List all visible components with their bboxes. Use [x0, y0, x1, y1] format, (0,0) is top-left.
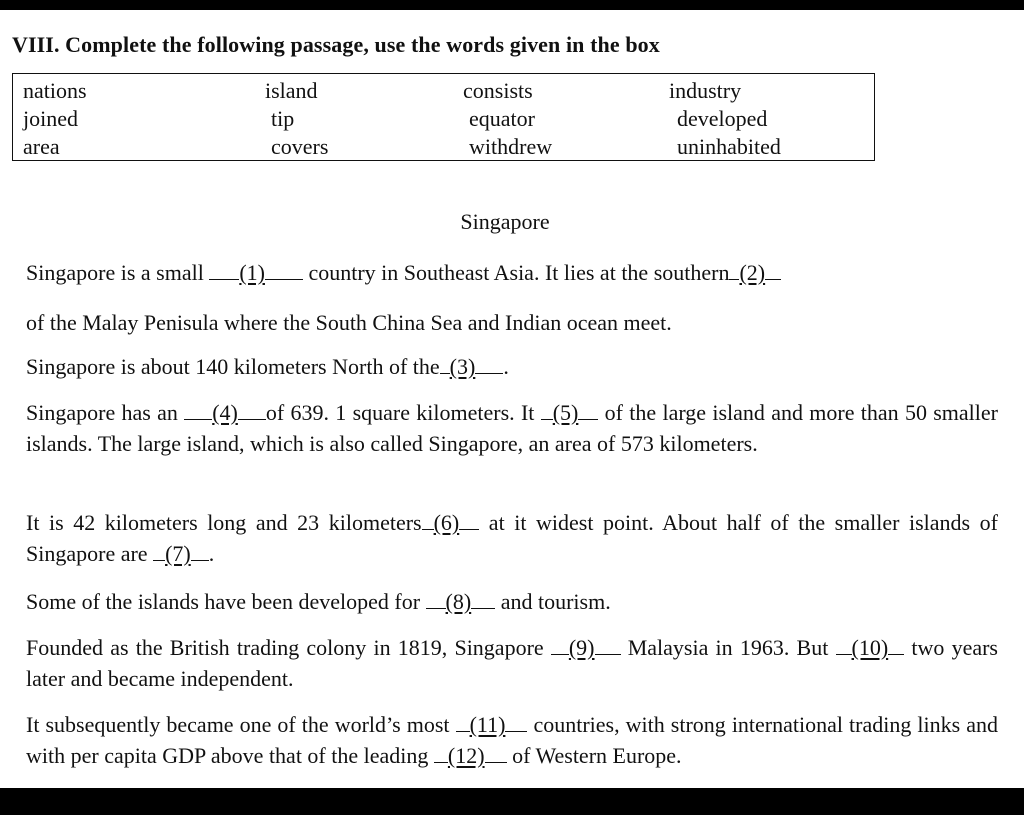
word-developed: developed [677, 106, 768, 131]
paragraph-7 [26, 632, 998, 694]
text: Malaysia in 1963. But [620, 635, 836, 660]
text: of Western Europe. [506, 743, 682, 768]
word-withdrew: withdrew [469, 134, 553, 159]
word-area: area [23, 134, 60, 159]
text: Some of the islands have been developed for [26, 589, 426, 614]
worksheet-page [0, 10, 1024, 788]
text: of 639. 1 square kilometers. It [265, 400, 541, 425]
text: of the large island and more than 50 smaller islands. The large island, which is also called Singapore, an area of 573 kilometers. [26, 400, 998, 456]
blank-line [551, 636, 569, 655]
blank-line [440, 355, 450, 374]
word-equator: equator [469, 106, 535, 131]
paragraph-4 [26, 397, 998, 459]
blank-line [459, 511, 479, 530]
blank-8: (8) [445, 589, 472, 614]
blank-line [541, 401, 553, 420]
paragraph-6 [26, 586, 998, 617]
blank-1: (1) [239, 260, 265, 285]
blank-line [456, 713, 470, 732]
blank-line [191, 542, 209, 561]
text: two years later and became independent. [26, 635, 998, 691]
text: Founded as the British trading colony in 1819, Singapore [26, 635, 551, 660]
word-consists: consists [463, 78, 533, 103]
blank-line [888, 636, 904, 655]
blank-4: (4) [212, 400, 238, 425]
word-tip: tip [271, 106, 295, 131]
blank-line [426, 590, 446, 609]
blank-line [184, 401, 212, 420]
blank-line [505, 713, 527, 732]
word-covers: covers [271, 134, 329, 159]
blank-6: (6) [433, 510, 460, 535]
text: . [503, 354, 509, 379]
blank-line [578, 401, 598, 420]
blank-2: (2) [739, 260, 766, 285]
text: It subsequently became one of the world’s most [26, 712, 456, 737]
blank-line [265, 261, 303, 280]
text: . [208, 541, 215, 566]
blank-line [485, 744, 507, 763]
blank-10: (10) [851, 635, 889, 660]
blank-5: (5) [552, 400, 579, 425]
text: and tourism. [495, 589, 611, 614]
blank-line [729, 261, 739, 280]
blank-7: (7) [165, 541, 191, 566]
blank-line [471, 590, 495, 609]
blank-line [434, 744, 448, 763]
text: countries, with strong international trading links and with per capita GDP above that of the leading [26, 712, 998, 768]
blank-line [595, 636, 621, 655]
text: Singapore is a small [26, 260, 210, 285]
blank-line [422, 511, 434, 530]
text: It is 42 kilometers long and 23 kilometers [26, 510, 422, 535]
blank-3: (3) [449, 354, 476, 379]
text: Singapore is about 140 kilometers North of the [26, 354, 440, 379]
exercise-heading: VIII. Complete the following passage, use the words given in the box [12, 32, 660, 57]
word-uninhabited: uninhabited [677, 134, 781, 159]
word-joined: joined [23, 106, 78, 131]
paragraph-5 [26, 507, 998, 569]
text: at it widest point. About half of the smaller islands of Singapore are [26, 510, 998, 566]
paragraph-3 [26, 351, 998, 382]
passage-title: Singapore [460, 209, 550, 234]
blank-line [836, 636, 852, 655]
blank-line [209, 261, 239, 280]
paragraph-2 [26, 307, 998, 338]
blank-12: (12) [447, 743, 485, 768]
blank-line [475, 355, 503, 374]
text: Singapore has an [26, 400, 185, 425]
blank-11: (11) [469, 712, 506, 737]
blank-line [153, 542, 165, 561]
blank-line [238, 401, 266, 420]
paragraph-1 [26, 257, 998, 288]
paragraph-8 [26, 709, 998, 771]
text: of the Malay Penisula where the South China Sea and Indian ocean meet. [26, 310, 672, 335]
word-industry: industry [669, 78, 742, 103]
text: country in Southeast Asia. It lies at the southern [302, 260, 730, 285]
blank-line [765, 261, 781, 280]
word-nations: nations [23, 78, 87, 103]
word-island: island [265, 78, 318, 103]
blank-9: (9) [568, 635, 595, 660]
word-box [12, 73, 875, 161]
